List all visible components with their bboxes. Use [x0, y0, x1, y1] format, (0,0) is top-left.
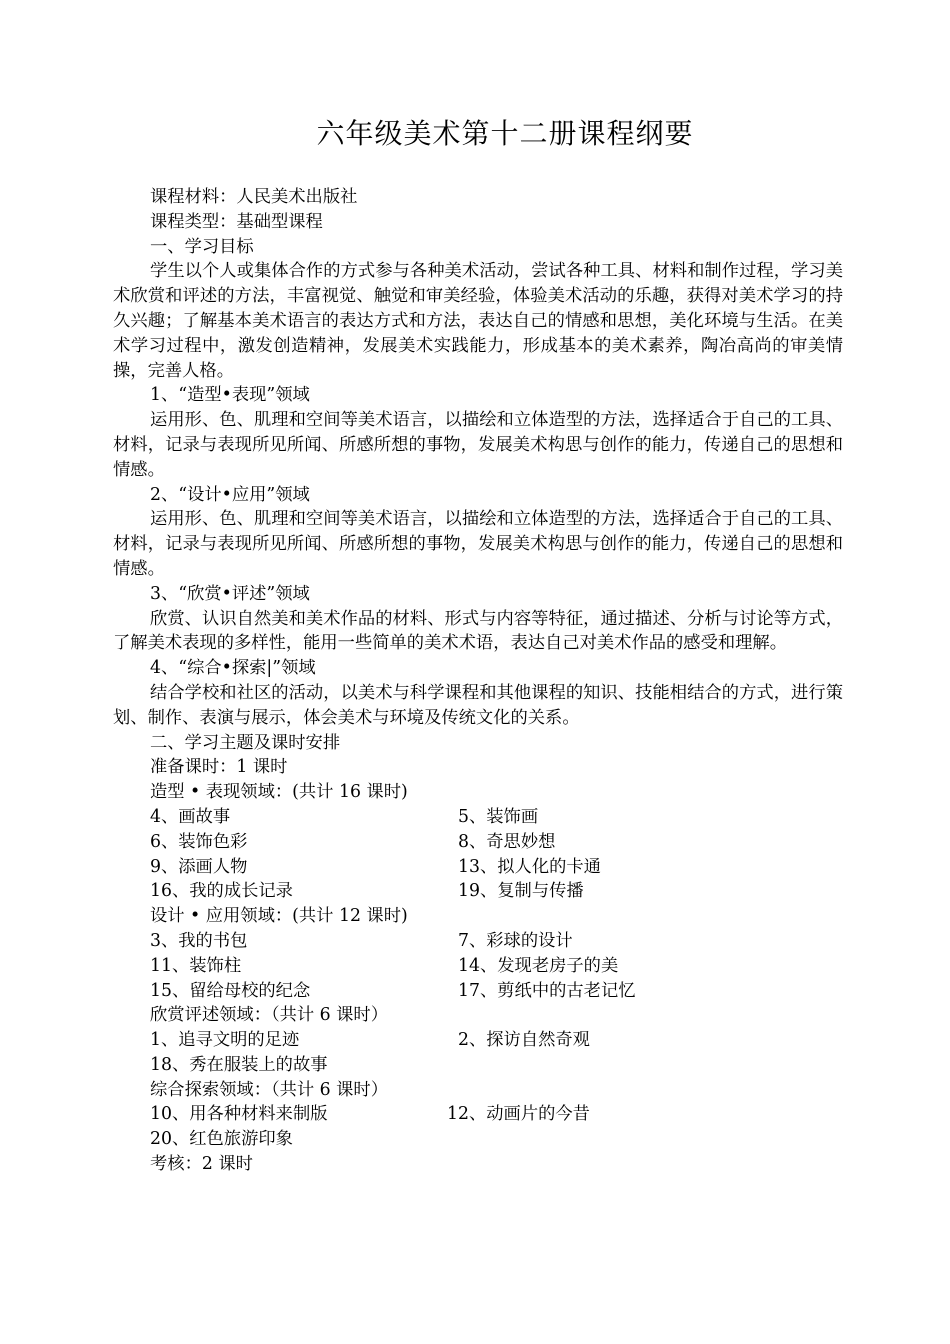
group-heading: 造型 • 表现领域：(共计 16 课时)	[150, 782, 408, 803]
domain-paragraph: 欣赏、认识自然美和美术作品的材料、形式与内容等特征，通过描述、分析与讨论等方式，了解美术表现的多样性，能用一些简单的美术术语，表达自己对美术作品的感受和理解。	[113, 608, 843, 654]
domain-paragraph: 结合学校和社区的活动，以美术与科学课程和其他课程的知识、技能相结合的方式，进行策划、制作、表演与展示，体会美术与环境及传统文化的关系。	[113, 682, 843, 728]
lesson-item: 12、动画片的今昔	[447, 1104, 590, 1125]
lesson-row	[113, 929, 843, 954]
lesson-item: 13、拟人化的卡通	[458, 856, 601, 877]
lesson-item: 7、彩球的设计	[458, 930, 573, 951]
course-type: 课程类型：基础型课程	[150, 211, 323, 232]
domain-heading: 2、“设计•应用”领域	[150, 484, 310, 505]
domain-paragraph: 运用形、色、肌理和空间等美术语言，以描绘和立体造型的方法，选择适合于自己的工具、材料，记录与表现所见所闻、所感所想的事物，发展美术构思与创作的能力，传递自己的思想和情感。	[113, 410, 843, 480]
lesson-item: 6、装饰色彩	[150, 831, 248, 852]
lesson-row	[113, 1053, 843, 1078]
lesson-row	[113, 830, 843, 855]
lesson-item: 2、探访自然奇观	[458, 1030, 590, 1051]
document-body	[113, 185, 843, 1177]
group-heading: 欣赏评述领域：（共计 6 课时）	[150, 1005, 388, 1026]
lesson-item: 16、我的成长记录	[150, 881, 293, 902]
section-heading-schedule: 二、学习主题及课时安排	[150, 732, 341, 753]
group-heading: 综合探索领域：（共计 6 课时）	[150, 1079, 388, 1100]
domain-heading: 1、“造型•表现”领域	[150, 385, 310, 406]
course-material: 课程材料：人民美术出版社	[150, 187, 358, 207]
lesson-row	[113, 1028, 843, 1053]
domain-heading: 4、“综合•探索|”领域	[150, 658, 316, 679]
lesson-row	[113, 979, 843, 1004]
lesson-row	[113, 954, 843, 979]
lesson-item: 8、奇思妙想	[458, 831, 556, 852]
lesson-item: 11、装饰柱	[150, 955, 242, 976]
lesson-item: 1、追寻文明的足迹	[150, 1030, 300, 1051]
lesson-item: 20、红色旅游印象	[150, 1129, 293, 1150]
lesson-item: 14、发现老房子的美	[458, 955, 619, 976]
domain-heading: 3、“欣赏•评述”领域	[150, 583, 310, 604]
lesson-item: 10、用各种材料来制版	[150, 1104, 328, 1125]
lesson-item: 4、画故事	[150, 806, 231, 827]
lesson-item: 19、复制与传播	[458, 881, 584, 902]
lesson-item: 18、秀在服装上的故事	[150, 1054, 328, 1075]
lesson-row	[113, 1127, 843, 1152]
section-heading-goals: 一、学习目标	[150, 236, 254, 257]
lesson-item: 15、留给母校的纪念	[150, 980, 311, 1001]
lesson-row	[113, 1102, 843, 1127]
group-heading: 设计 • 应用领域：(共计 12 课时)	[150, 906, 408, 927]
lesson-item: 9、添画人物	[150, 856, 248, 877]
page-title: 六年级美术第十二册课程纲要	[316, 117, 694, 150]
domain-paragraph: 运用形、色、肌理和空间等美术语言，以描绘和立体造型的方法，选择适合于自己的工具、材料，记录与表现所见所闻、所感所想的事物，发展美术构思与创作的能力，传递自己的思想和情感。	[113, 509, 843, 579]
lesson-item: 17、剪纸中的古老记忆	[458, 980, 636, 1001]
lesson-item: 3、我的书包	[150, 930, 248, 951]
intro-paragraph: 学生以个人或集体合作的方式参与各种美术活动，尝试各种工具、材料和制作过程，学习美术欣赏和评述的方法，丰富视觉、触觉和审美经验，体验美术活动的乐趣，获得对美术学习的持久兴趣；了解基本美术语言的表达方式和方法，表达自己的情感和思想，美化环境与生活。在美术学习过程中，激发创造精神，发展美术实践能力，形成基本的美术素养，陶冶高尚的审美情操，完善人格。	[113, 261, 843, 381]
lesson-item: 5、装饰画	[458, 806, 539, 827]
lesson-row	[113, 855, 843, 880]
exam-hours: 考核：2 课时	[150, 1154, 253, 1175]
prep-hours: 准备课时：1 课时	[150, 757, 288, 778]
lesson-row	[113, 879, 843, 904]
lesson-row	[113, 805, 843, 830]
